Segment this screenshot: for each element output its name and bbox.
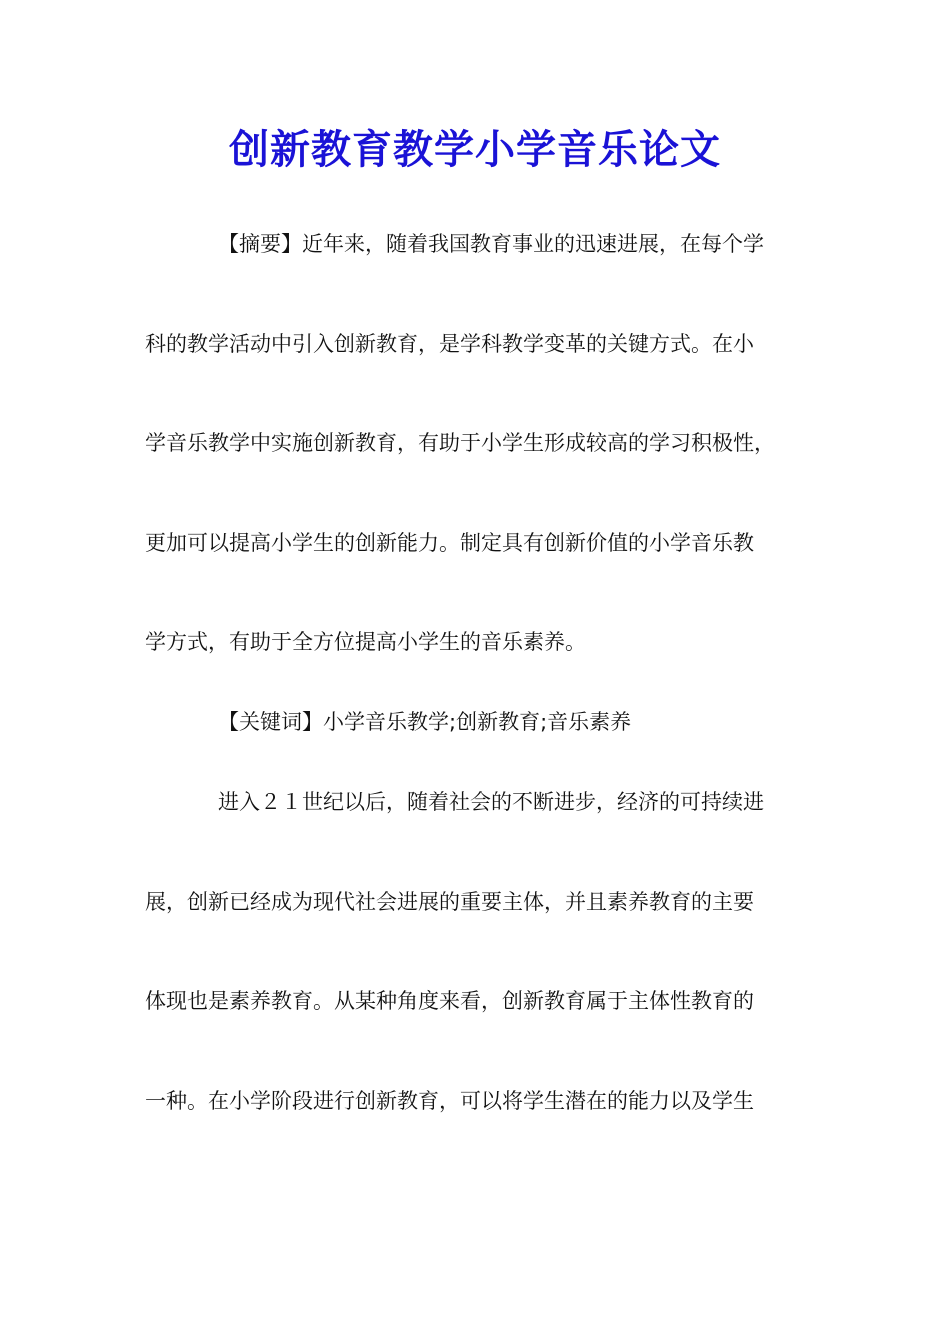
keywords-line: 【关键词】小学音乐教学;创新教育;音乐素养 [218,710,632,734]
abstract-line: 更加可以提高小学生的创新能力。制定具有创新价值的小学音乐教 [145,531,754,555]
abstract-line: 【摘要】近年来，随着我国教育事业的迅速进展，在每个学 [218,232,764,256]
document-title: 创新教育教学小学音乐论文 [229,126,721,173]
abstract-line: 学音乐教学中实施创新教育，有助于小学生形成较高的学习积极性， [145,431,775,455]
body-line: 体现也是素养教育。从某种角度来看，创新教育属于主体性教育的 [145,989,754,1013]
abstract-line: 学方式，有助于全方位提高小学生的音乐素养。 [145,630,586,654]
body-line: 展，创新已经成为现代社会进展的重要主体，并且素养教育的主要 [145,890,754,914]
body-line: 进入２１世纪以后，随着社会的不断进步，经济的可持续进 [218,790,764,814]
abstract-line: 科的教学活动中引入创新教育，是学科教学变革的关键方式。在小 [145,332,754,356]
body-line: 一种。在小学阶段进行创新教育，可以将学生潜在的能力以及学生 [145,1089,754,1113]
